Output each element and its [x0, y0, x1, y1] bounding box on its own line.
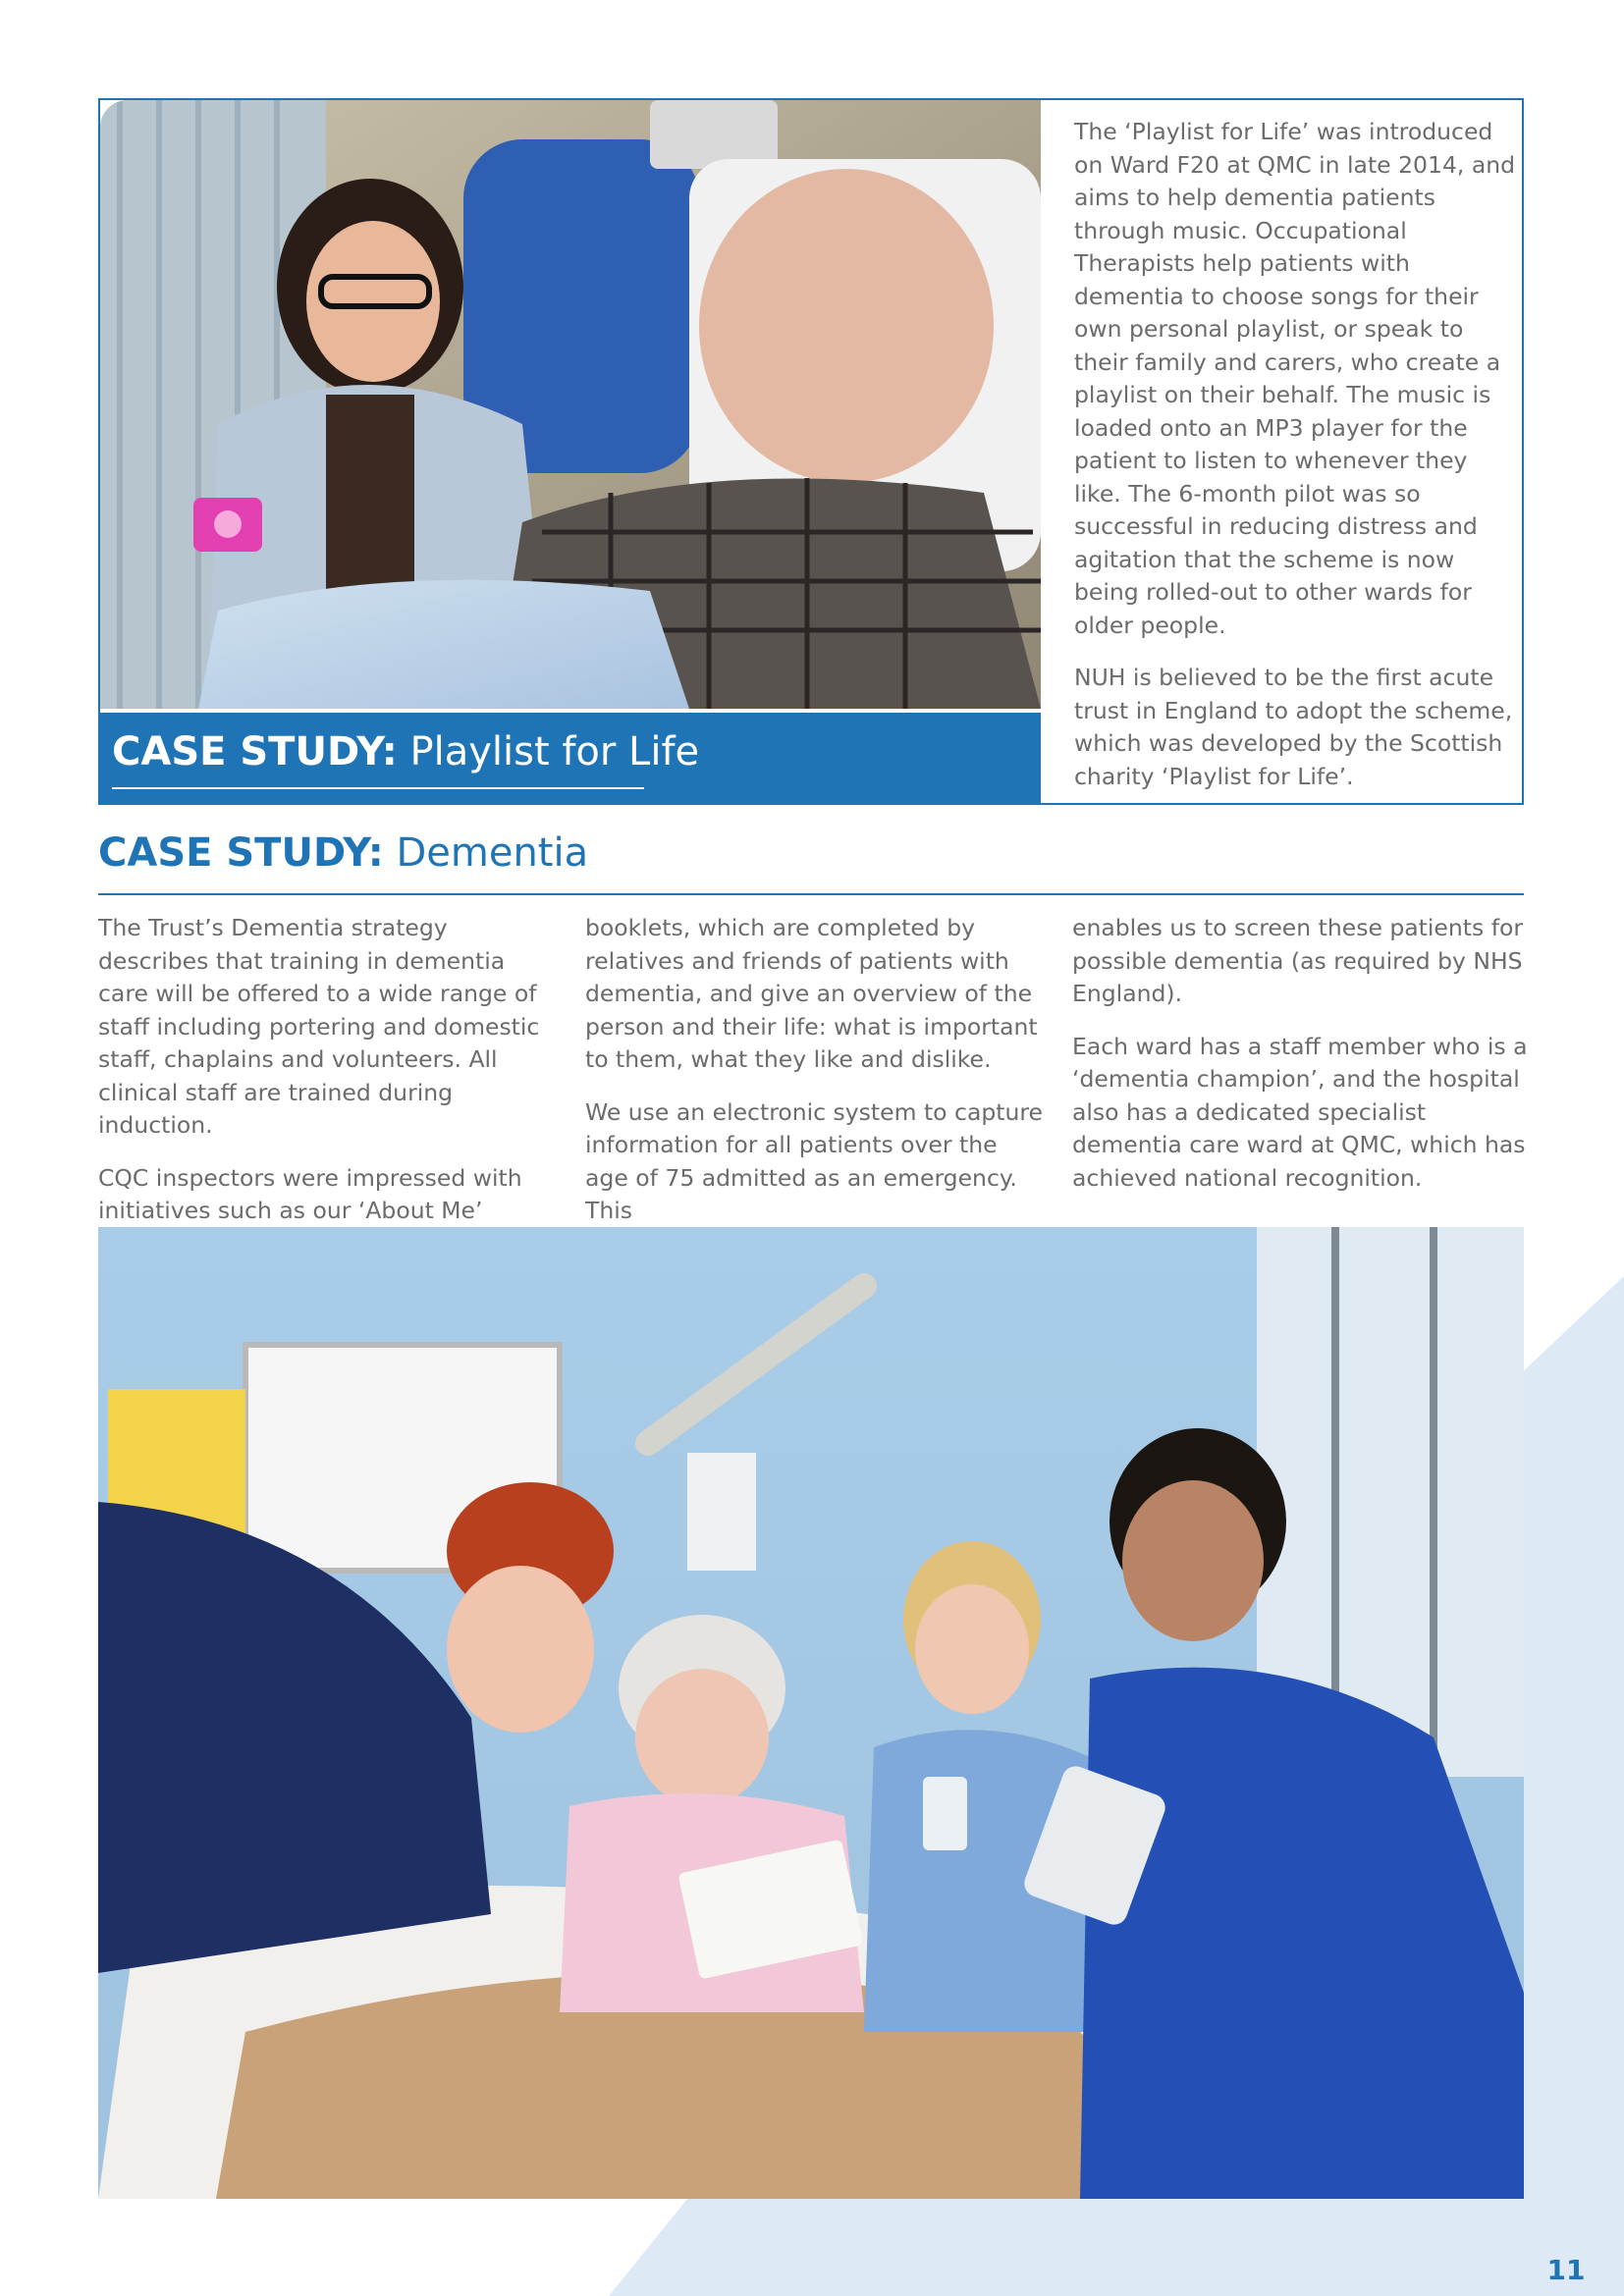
dementia-heading-rule [98, 893, 1524, 895]
dementia-paragraph: The Trust’s Dementia strategy describes that training in dementia care will be offered to a wide range of staff including portering and domestic staff, chaplains and volunteers. All clinical staff are trained during induction. [98, 914, 540, 1139]
playlist-body-text [1074, 116, 1516, 813]
dementia-paragraph: Each ward has a staff member who is a ‘dementia champion’, and the hospital also has a dedicated specialist dementia care ward at QMC, which has achieved national recognition. [1072, 1032, 1528, 1192]
dementia-paragraph: We use an electronic system to capture information for all patients over the age of 75 admitted as an emergency. This [585, 1097, 1043, 1224]
playlist-title-light: Playlist for Life [409, 729, 700, 774]
dementia-heading-bold: CASE STUDY: [98, 830, 384, 876]
page-number: 11 [1546, 2254, 1586, 2286]
dementia-paragraph: booklets, which are completed by relatives and friends of patients with dementia, and give an overview of the person and their life: what is important to them, what they like and dislike. [585, 914, 1038, 1073]
playlist-case-study-box [98, 98, 1524, 805]
dementia-column-1 [98, 912, 556, 1248]
playlist-paragraph: NUH is believed to be the first acute trust in England to adopt the scheme, which was developed by the Scottish charity ‘Playlist for Life’. [1074, 664, 1513, 790]
playlist-paragraph: The ‘Playlist for Life’ was introduced on Ward F20 at QMC in late 2014, and aims to help dementia patients through music. Occupational Therapists help patients with dementia to choose songs for their own personal playlist, or speak to their family and carers, who create a playlist on their behalf. The music is loaded onto an MP3 player for the patient to listen to whenever they like. The 6-month pilot was so successful in reducing distress and agitation that the scheme is now being rolled-out to other wards for older people. [1074, 118, 1516, 639]
dementia-ward-photo [98, 1227, 1524, 2199]
dementia-heading [98, 829, 588, 877]
playlist-title-underline [112, 787, 644, 789]
playlist-title [112, 728, 699, 775]
dementia-heading-light: Dementia [396, 830, 589, 876]
playlist-title-banner [100, 713, 1041, 805]
dementia-paragraph: CQC inspectors were impressed with initiatives such as our ‘About Me’ [98, 1163, 522, 1224]
dementia-paragraph: enables us to screen these patients for possible dementia (as required by NHS England). [1072, 914, 1524, 1007]
dementia-column-2 [585, 912, 1043, 1248]
playlist-title-bold: CASE STUDY: [112, 729, 398, 774]
dementia-column-3 [1072, 912, 1530, 1214]
background-triangle-bottom [609, 2199, 1624, 2296]
playlist-photo [100, 100, 1041, 709]
